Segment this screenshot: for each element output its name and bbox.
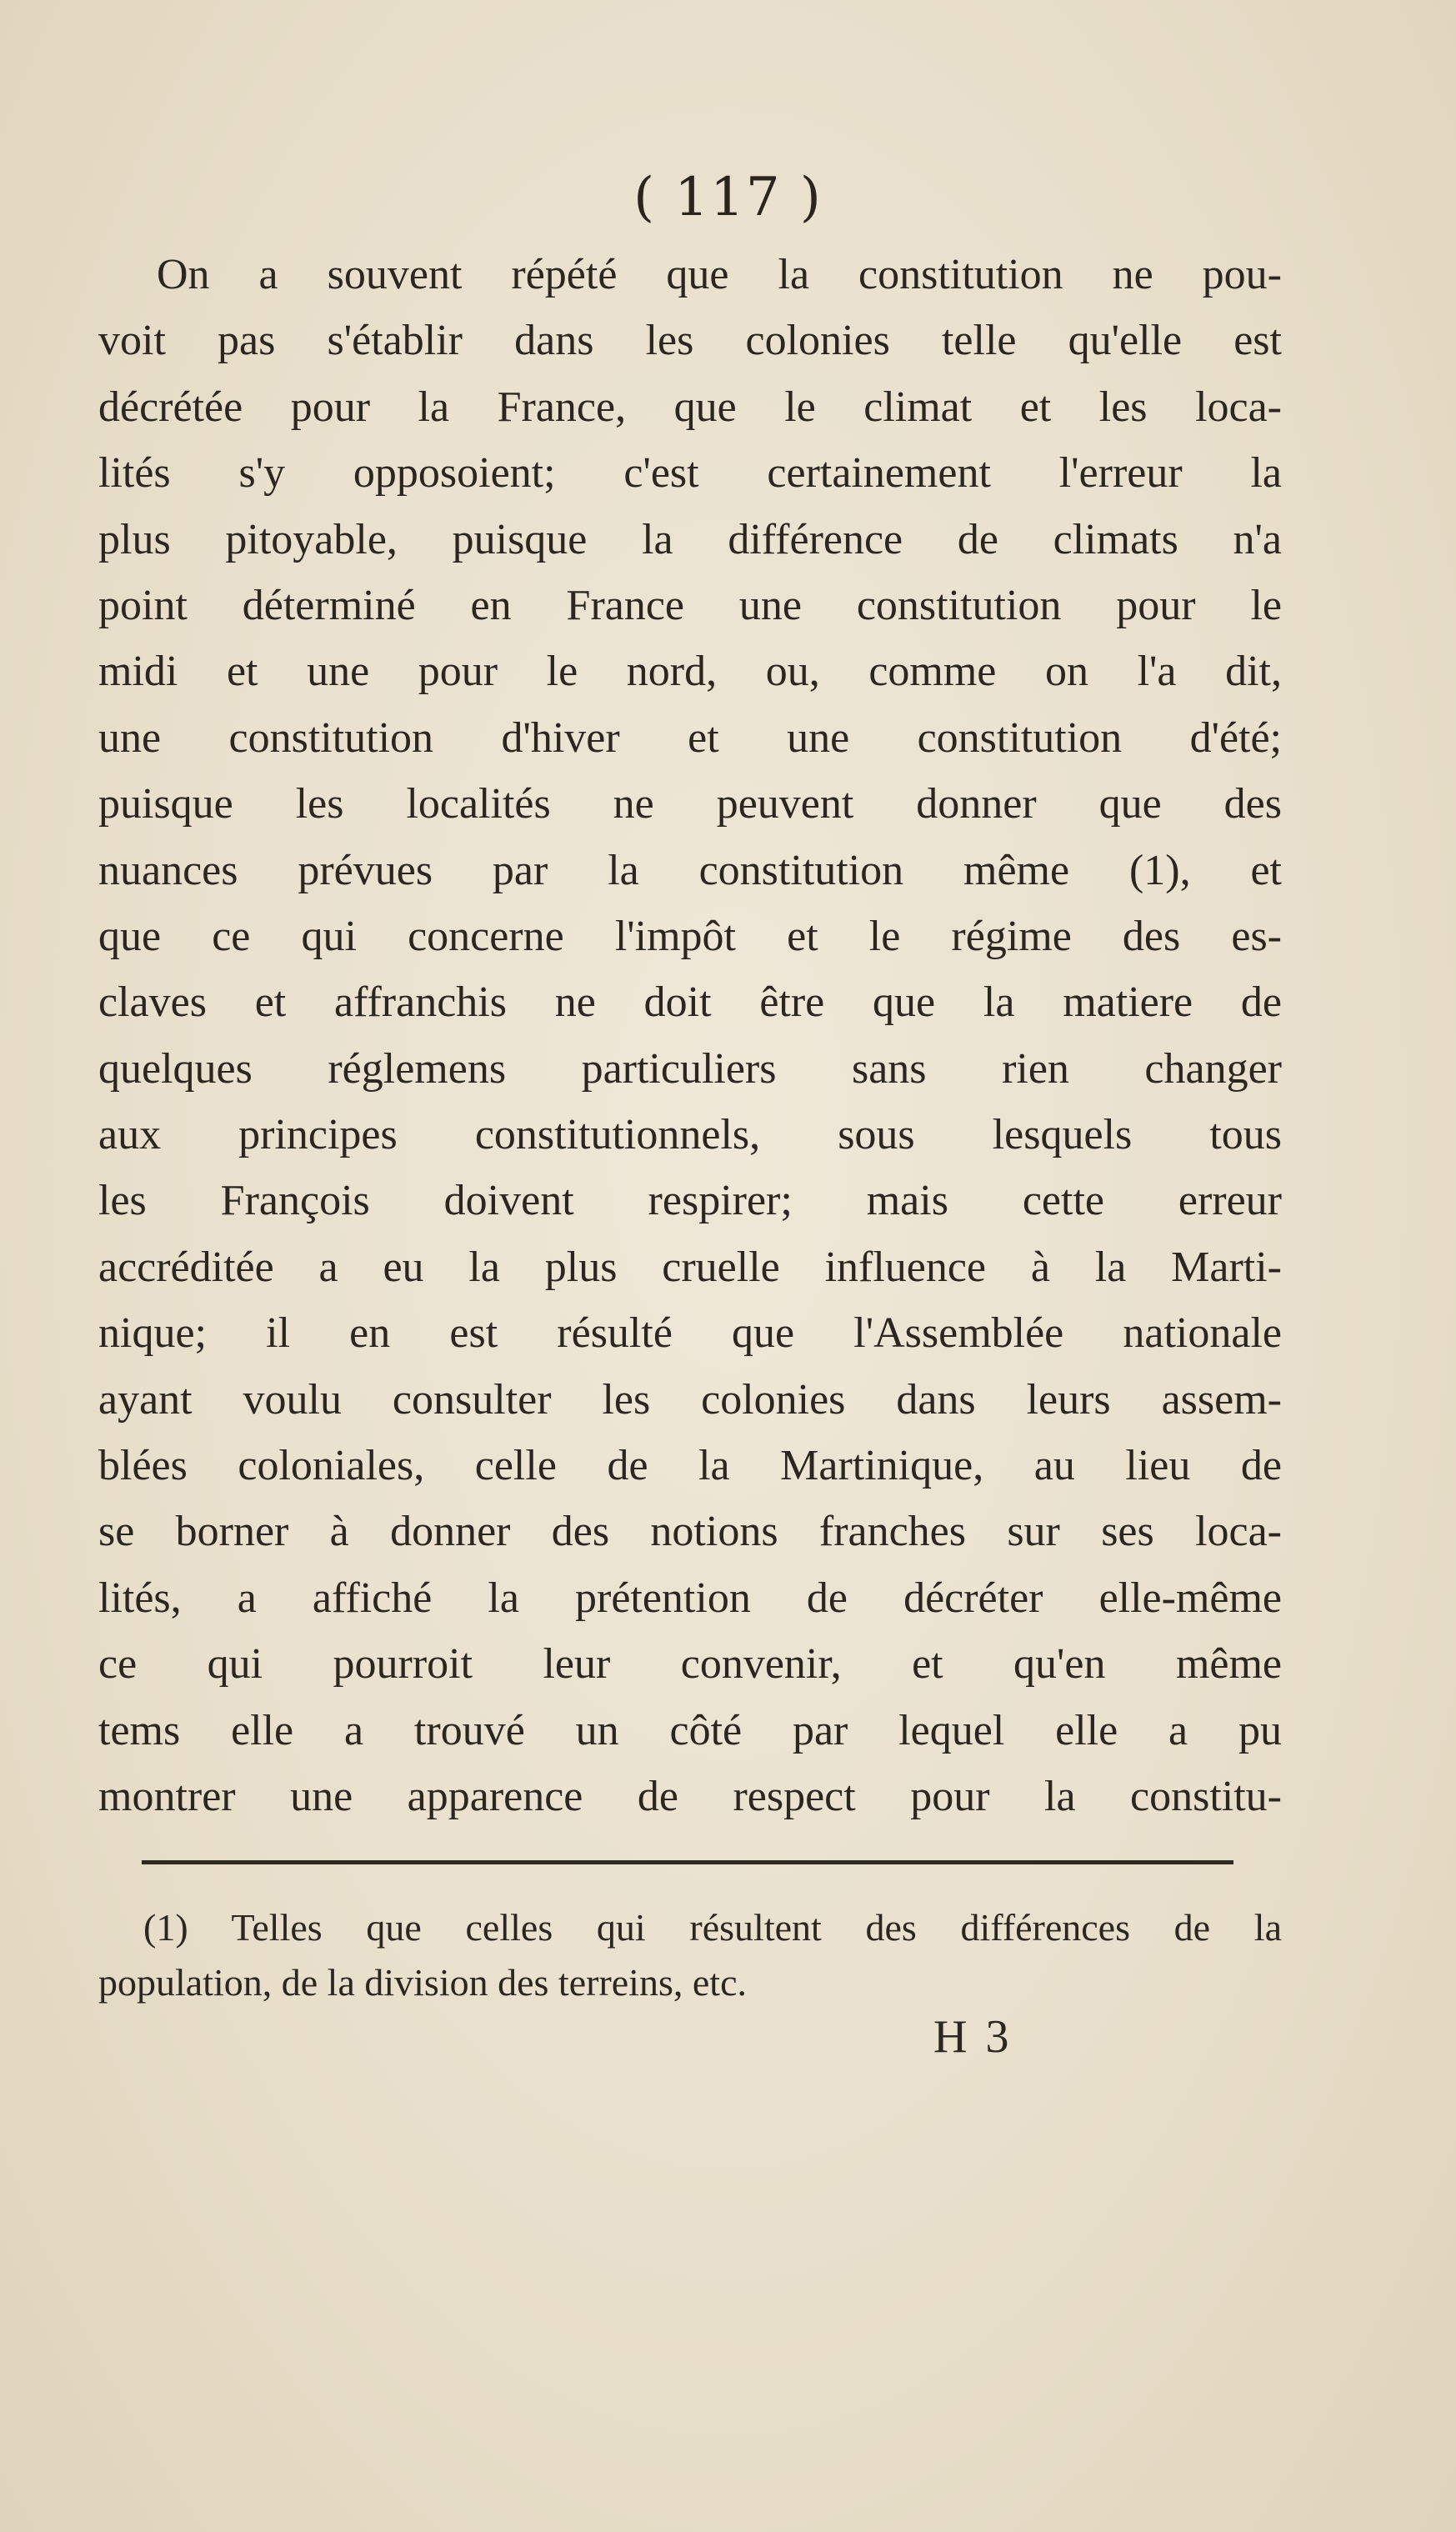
text-line: blées coloniales, celle de la Martinique, au lieu de	[98, 1442, 1282, 1490]
text-line: plus pitoyable, puisque la différence de climats n'a	[98, 515, 1282, 563]
text-line: tems elle a trouvé un côté par lequel elle a pu	[98, 1706, 1282, 1754]
text-line: montrer une apparence de respect pour la constitu-	[98, 1772, 1282, 1820]
text-line: aux principes constitutionnels, sous lesquels tous	[98, 1111, 1282, 1159]
footnote-line: (1) Telles que celles qui résultent des différences de la	[143, 1906, 1282, 1949]
signature-mark: H 3	[933, 2011, 1013, 2063]
text-line: claves et affranchis ne doit être que la matiere de	[98, 978, 1282, 1027]
footnote-rule	[142, 1860, 1233, 1864]
text-line: On a souvent répété que la constitution ne pou-	[157, 251, 1282, 298]
footnote	[98, 1900, 1282, 2010]
text-line: nique; il en est résulté que l'Assemblée nationale	[98, 1309, 1282, 1358]
text-line: décrétée pour la France, que le climat et les loca-	[98, 383, 1282, 431]
text-line: accréditée a eu la plus cruelle influence à la Marti-	[98, 1243, 1282, 1291]
text-line: voit pas s'établir dans les colonies telle qu'elle est	[98, 317, 1282, 365]
page-number: ( 117 )	[633, 167, 823, 228]
text-line: point déterminé en France une constitution pour le	[98, 581, 1282, 629]
text-line: une constitution d'hiver et une constitution d'été;	[98, 713, 1282, 762]
text-line: les François doivent respirer; mais cette erreur	[98, 1177, 1282, 1225]
text-line: ce qui pourroit leur convenir, et qu'en même	[98, 1640, 1282, 1689]
text-line: lités s'y opposoient; c'est certainement l'erreur la	[98, 449, 1282, 498]
text-line: nuances prévues par la constitution même (1), et	[98, 846, 1282, 894]
footnote-line: population, de la division des terreins, etc.	[98, 1961, 747, 2004]
text-line: ayant voulu consulter les colonies dans leurs assem-	[98, 1375, 1282, 1424]
text-line: quelques réglemens particuliers sans rien changer	[98, 1044, 1282, 1093]
text-line: puisque les localités ne peuvent donner que des	[98, 780, 1282, 828]
text-line: midi et une pour le nord, ou, comme on l'a dit,	[98, 648, 1282, 696]
text-line: se borner à donner des notions franches sur ses loca-	[98, 1508, 1282, 1556]
main-text-block	[98, 242, 1282, 1829]
text-line: lités, a affiché la prétention de décréter elle-même	[98, 1574, 1282, 1622]
text-line: que ce qui concerne l'impôt et le régime des es-	[98, 912, 1282, 960]
